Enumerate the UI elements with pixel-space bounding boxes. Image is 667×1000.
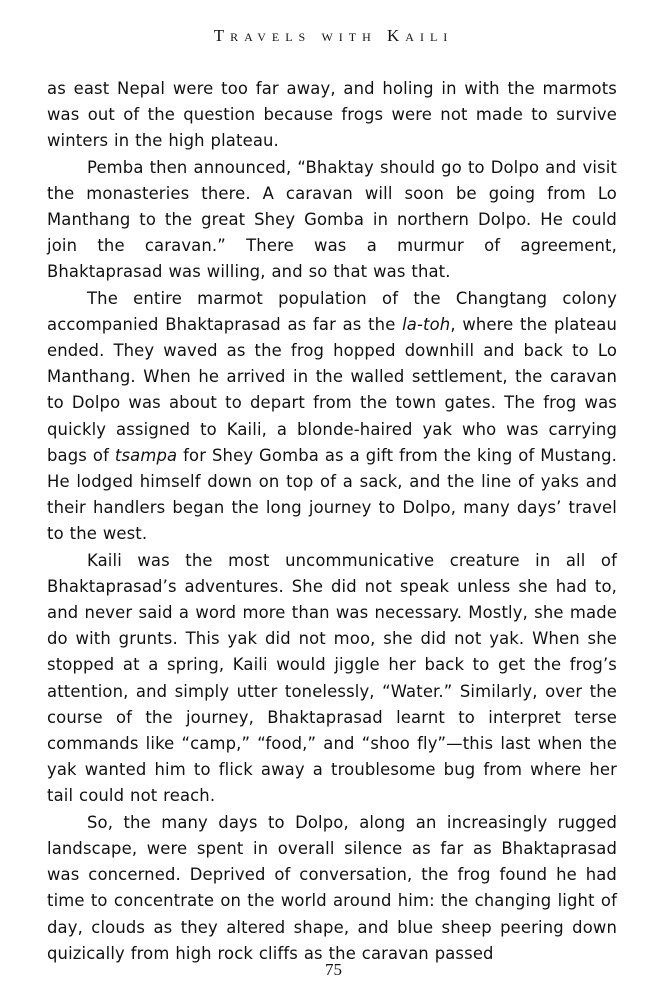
paragraph: Pemba then announced, “Bhaktay should go to Dolpo and visit the monasteries there. A caravan will soon be going from Lo Manthang to the great Shey Gomba in northern Dolpo. He could join the caravan.” There was a murmur of agreement, Bhaktaprasad was willing, and so that was that. — [47, 157, 617, 282]
running-head: Travels with Kaili — [213, 26, 454, 45]
paragraph-text: for Shey Gomba as a gift from the king of Mustang. He lodged himself down on top of a sack, and the line of yaks and their handlers began the long journey to Dolpo, many days’ travel to the west. — [47, 445, 618, 544]
italic-term: la-toh — [402, 314, 451, 334]
italic-term: tsampa — [114, 445, 178, 465]
paragraph-text: The entire marmot population of the Changtang colony accompanied Bhaktaprasad as far as the — [47, 288, 617, 334]
paragraph: So, the many days to Dolpo, along an increasingly rugged landscape, were spent in overall silence as far as Bhaktaprasad was concerned. Deprived of conversation, the frog found he had time to concentrate on the world around him: the changing light of day, clouds as they altered shape, and blue sheep peering down quizically from high rock cliffs as the caravan passed — [47, 812, 617, 963]
paragraph — [47, 286, 617, 548]
page-number: 75 — [325, 960, 342, 979]
body-text — [47, 76, 617, 967]
paragraph: Kaili was the most uncommunicative creature in all of Bhaktaprasad’s adventures. She did not speak unless she had to, and never said a word more than was necessary. Mostly, she made do with grunts. This yak did not moo, she did not yak. When she stopped at a spring, Kaili would jiggle her back to get the frog’s attention, and simply utter tonelessly, “Water.” Similarly, over the course of the journey, Bhaktaprasad learnt to interpret terse commands like “camp,” “food,” and “shoo fly”—this last when the yak wanted him to flick away a troublesome bug from where her tail could not reach. — [47, 550, 617, 806]
paragraph-text: , where the plateau ended. They waved as the frog hopped downhill and back to Lo Manthang. When he arrived in the walled settlement, the caravan to Dolpo was about to depart from the town gates. The frog was quickly assigned to Kaili, a blonde-haired yak who was carrying bags of — [47, 314, 618, 465]
paragraph-continued: as east Nepal were too far away, and holing in with the marmots was out of the question because frogs were not made to survive winters in the high plateau. — [47, 79, 617, 151]
